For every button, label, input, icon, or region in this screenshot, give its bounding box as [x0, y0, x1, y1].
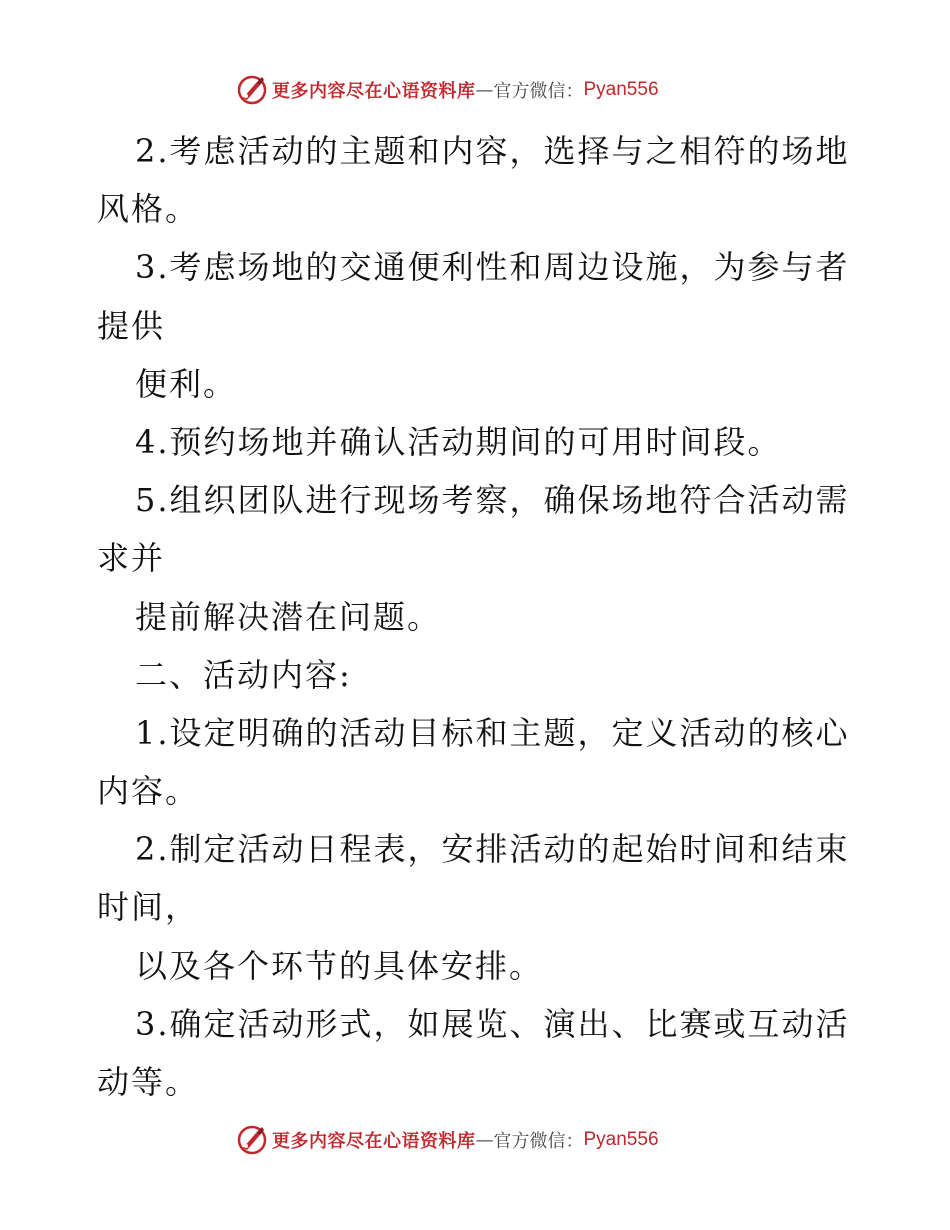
text-line: 风格。 — [97, 190, 200, 229]
text-line: 便利。 — [135, 364, 238, 403]
text-line: 3.考虑场地的交通便利性和周边设施，为参与者 — [135, 248, 850, 287]
brush-logo-icon — [236, 74, 268, 106]
section-heading: 二、活动内容: — [135, 655, 352, 694]
banner-text: 更多内容尽在心语资料库 — [272, 81, 476, 102]
banner-dash: — — [475, 79, 494, 101]
brush-logo-icon — [236, 1124, 268, 1156]
banner-wechat-label: 官方微信： — [493, 81, 584, 102]
text-line: 提前解决潜在问题。 — [135, 597, 442, 636]
text-line: 3.确定活动形式，如展览、演出、比赛或互动活 — [135, 1004, 850, 1043]
banner-dash: — — [475, 1129, 494, 1151]
document-body — [97, 122, 857, 1111]
text-line: 提供 — [97, 306, 166, 345]
banner-wechat-label: 官方微信： — [493, 1131, 584, 1152]
text-line: 4.预约场地并确认活动期间的可用时间段。 — [135, 422, 782, 461]
text-line: 时间， — [97, 888, 200, 927]
text-line: 动等。 — [97, 1063, 200, 1101]
banner-wechat-id: Pyan556 — [583, 79, 659, 100]
banner-text: 更多内容尽在心语资料库 — [272, 1131, 476, 1152]
header-banner — [236, 73, 659, 107]
footer-banner — [236, 1123, 659, 1157]
text-line: 内容。 — [97, 772, 200, 811]
text-line: 2.考虑活动的主题和内容，选择与之相符的场地 — [135, 132, 850, 170]
text-line: 求并 — [97, 539, 166, 578]
text-line: 5.组织团队进行现场考察，确保场地符合活动需 — [135, 481, 850, 520]
banner-wechat-id: Pyan556 — [583, 1129, 659, 1150]
text-line: 以及各个环节的具体安排。 — [135, 946, 544, 985]
text-line: 2.制定活动日程表，安排活动的起始时间和结束 — [135, 830, 850, 869]
text-line: 1.设定明确的活动目标和主题，定义活动的核心 — [135, 713, 850, 752]
